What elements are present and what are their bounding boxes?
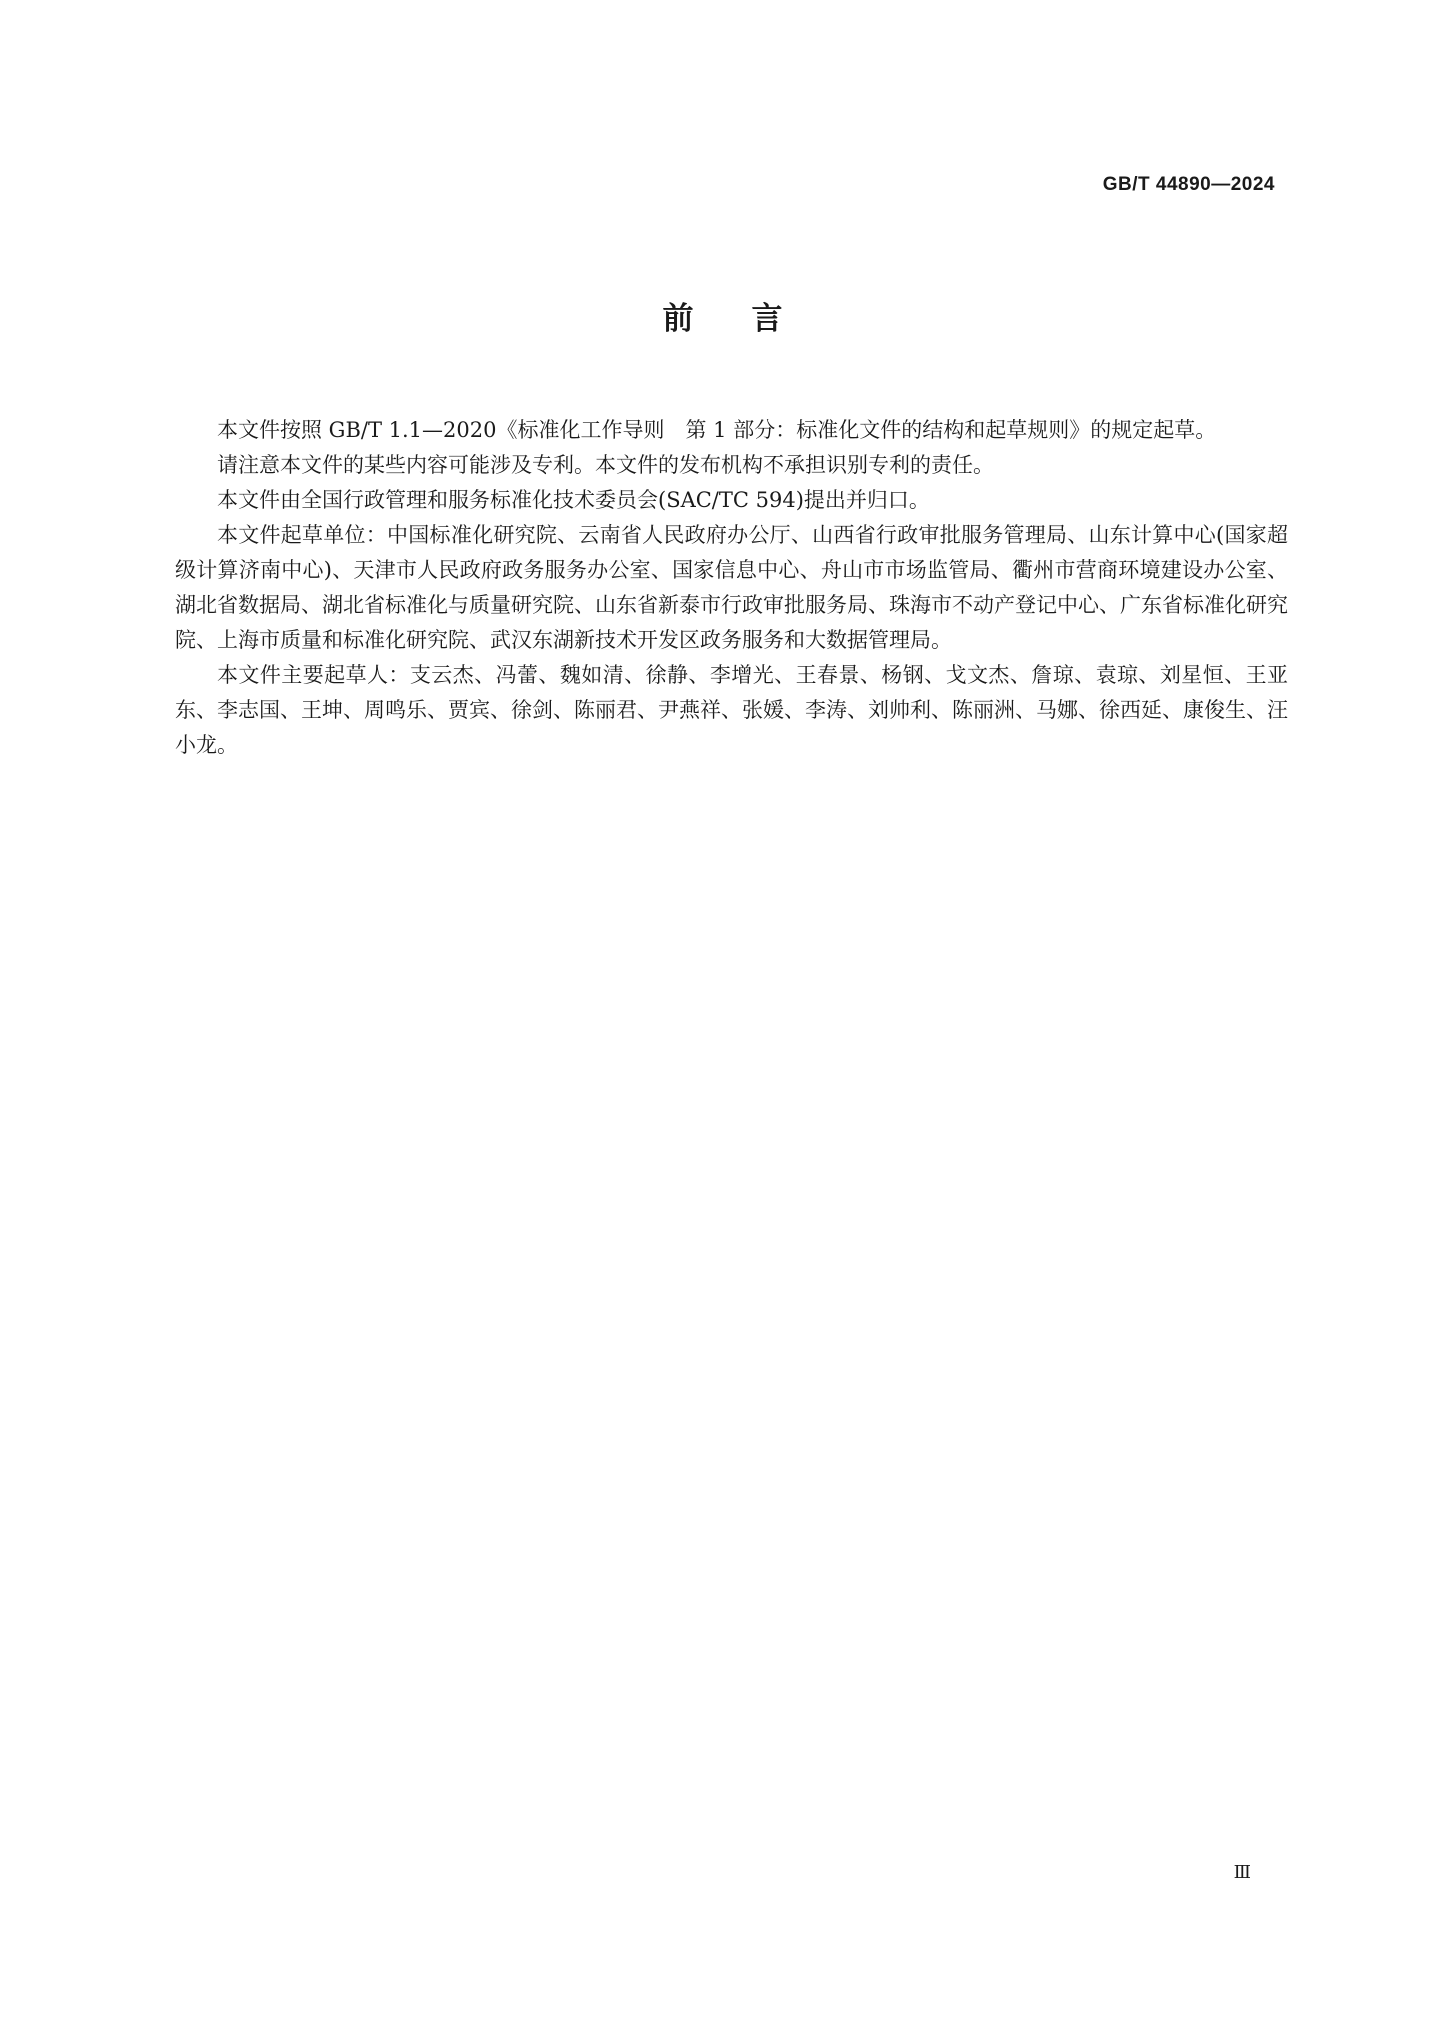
standard-code: GB/T 44890—2024: [1102, 174, 1275, 195]
page-number: Ⅲ: [1233, 1862, 1251, 1883]
page-title: 前言: [662, 301, 841, 337]
paragraph-patent-notice: 请注意本文件的某些内容可能涉及专利。本文件的发布机构不承担识别专利的责任。: [217, 453, 994, 477]
paragraph-drafting-rules: 本文件按照 GB/T 1.1—2020《标准化工作导则 第 1 部分：标准化文件的结构和起草规则》的规定起草。: [217, 418, 1217, 442]
paragraph-proposer: 本文件由全国行政管理和服务标准化技术委员会(SAC/TC 594)提出并归口。: [217, 488, 930, 512]
paragraph-drafting-units: 本文件起草单位：中国标准化研究院、云南省人民政府办公厅、山西省行政审批服务管理局、山东计算中心(国家超级计算济南中心)、天津市人民政府政务服务办公室、国家信息中心、舟山市市场监管局、衢州市营商环境建设办公室、湖北省数据局、湖北省标准化与质量研究院、山东省新泰市行政审批服务局、珠海市不动产登记中心、广东省标准化研究院、上海市质量和标准化研究院、武汉东湖新技术开发区政务服务和大数据管理局。: [175, 523, 1288, 652]
foreword-body: [175, 413, 1288, 763]
paragraph-drafters: 本文件主要起草人：支云杰、冯蕾、魏如清、徐静、李增光、王春景、杨钢、戈文杰、詹琼、袁琼、刘星恒、王亚东、李志国、王坤、周鸣乐、贾宾、徐剑、陈丽君、尹燕祥、张媛、李涛、刘帅利、陈丽洲、马娜、徐西延、康俊生、汪小龙。: [175, 663, 1288, 757]
